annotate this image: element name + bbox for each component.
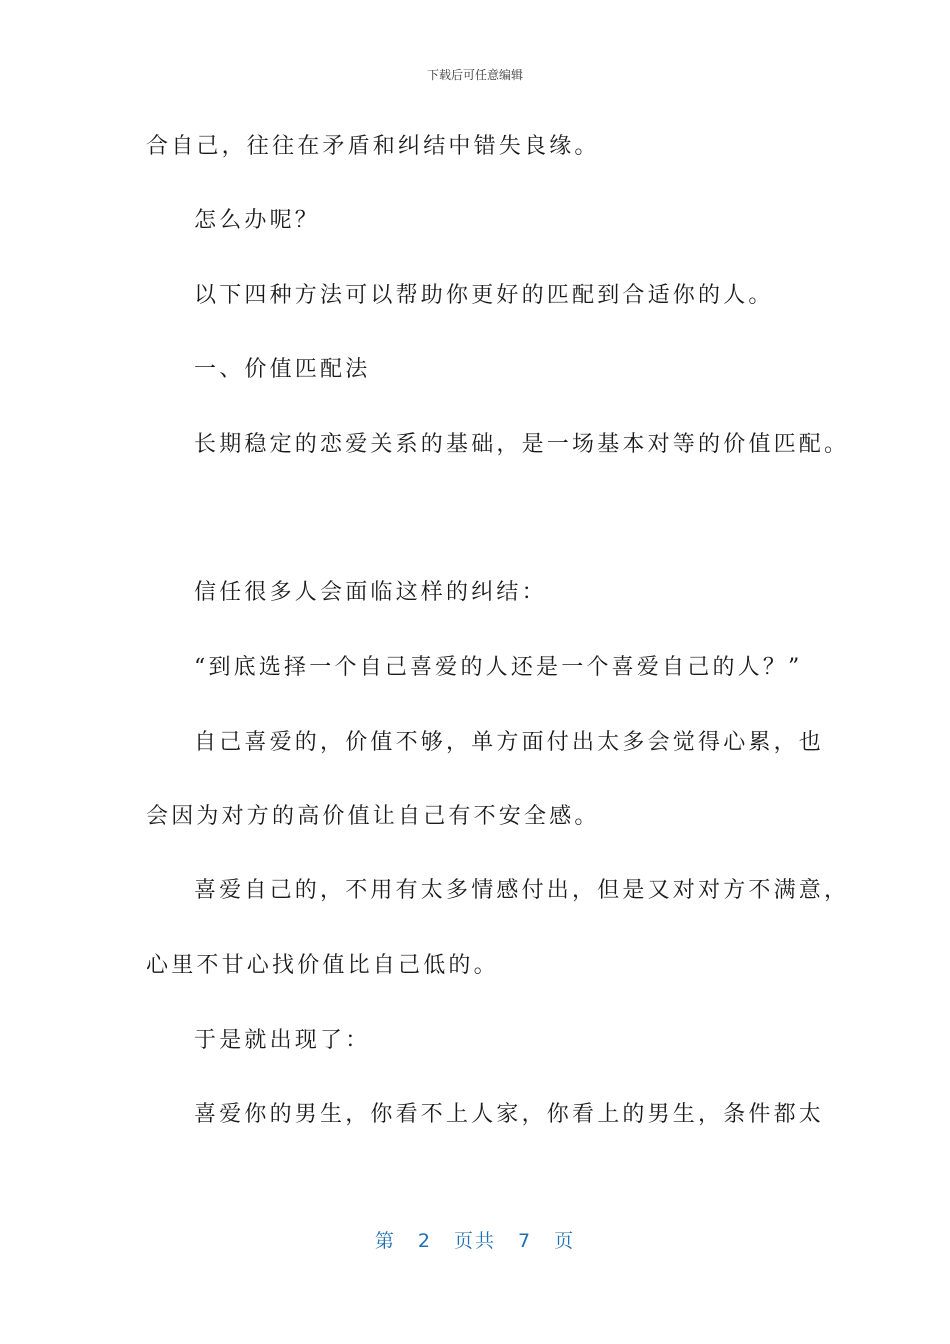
section-heading: 一、价值匹配法: [194, 357, 371, 382]
body-text-line: 喜爱自己的，不用有太多情感付出，但是又对对方不满意，: [194, 878, 850, 903]
footer-prefix: 第: [374, 1230, 396, 1252]
body-text-line: 信任很多人会面临这样的纠结：: [194, 580, 547, 605]
body-text-line: 会因为对方的高价值让自己有不安全感。: [146, 804, 600, 829]
footer-page-number: 2: [417, 1230, 432, 1252]
body-text-line: 心里不甘心找价值比自己低的。: [146, 953, 499, 978]
body-text-line: 怎么办呢？: [194, 208, 321, 233]
body-text-line: 合自己，往往在矛盾和纠结中错失良缘。: [146, 134, 600, 159]
body-text-line: 喜爱你的男生，你看不上人家，你看上的男生，条件都太: [194, 1102, 825, 1127]
footer-total-pages: 7: [518, 1230, 533, 1252]
body-text-line: 自己喜爱的，价值不够，单方面付出太多会觉得心累，也: [194, 730, 825, 755]
body-text-line: 于是就出现了：: [194, 1028, 371, 1053]
quote-text-line: “到底选择一个自己喜爱的人还是一个喜爱自己的人？”: [194, 655, 803, 680]
page-header: 下载后可任意编辑: [426, 68, 523, 82]
body-text-line: 以下四种方法可以帮助你更好的匹配到合适你的人。: [194, 283, 774, 308]
footer-middle: 页共: [453, 1230, 496, 1252]
page-footer: [0, 1226, 950, 1253]
footer-suffix: 页: [554, 1230, 576, 1252]
body-text-line: 长期稳定的恋爱关系的基础，是一场基本对等的价值匹配。: [194, 432, 850, 457]
